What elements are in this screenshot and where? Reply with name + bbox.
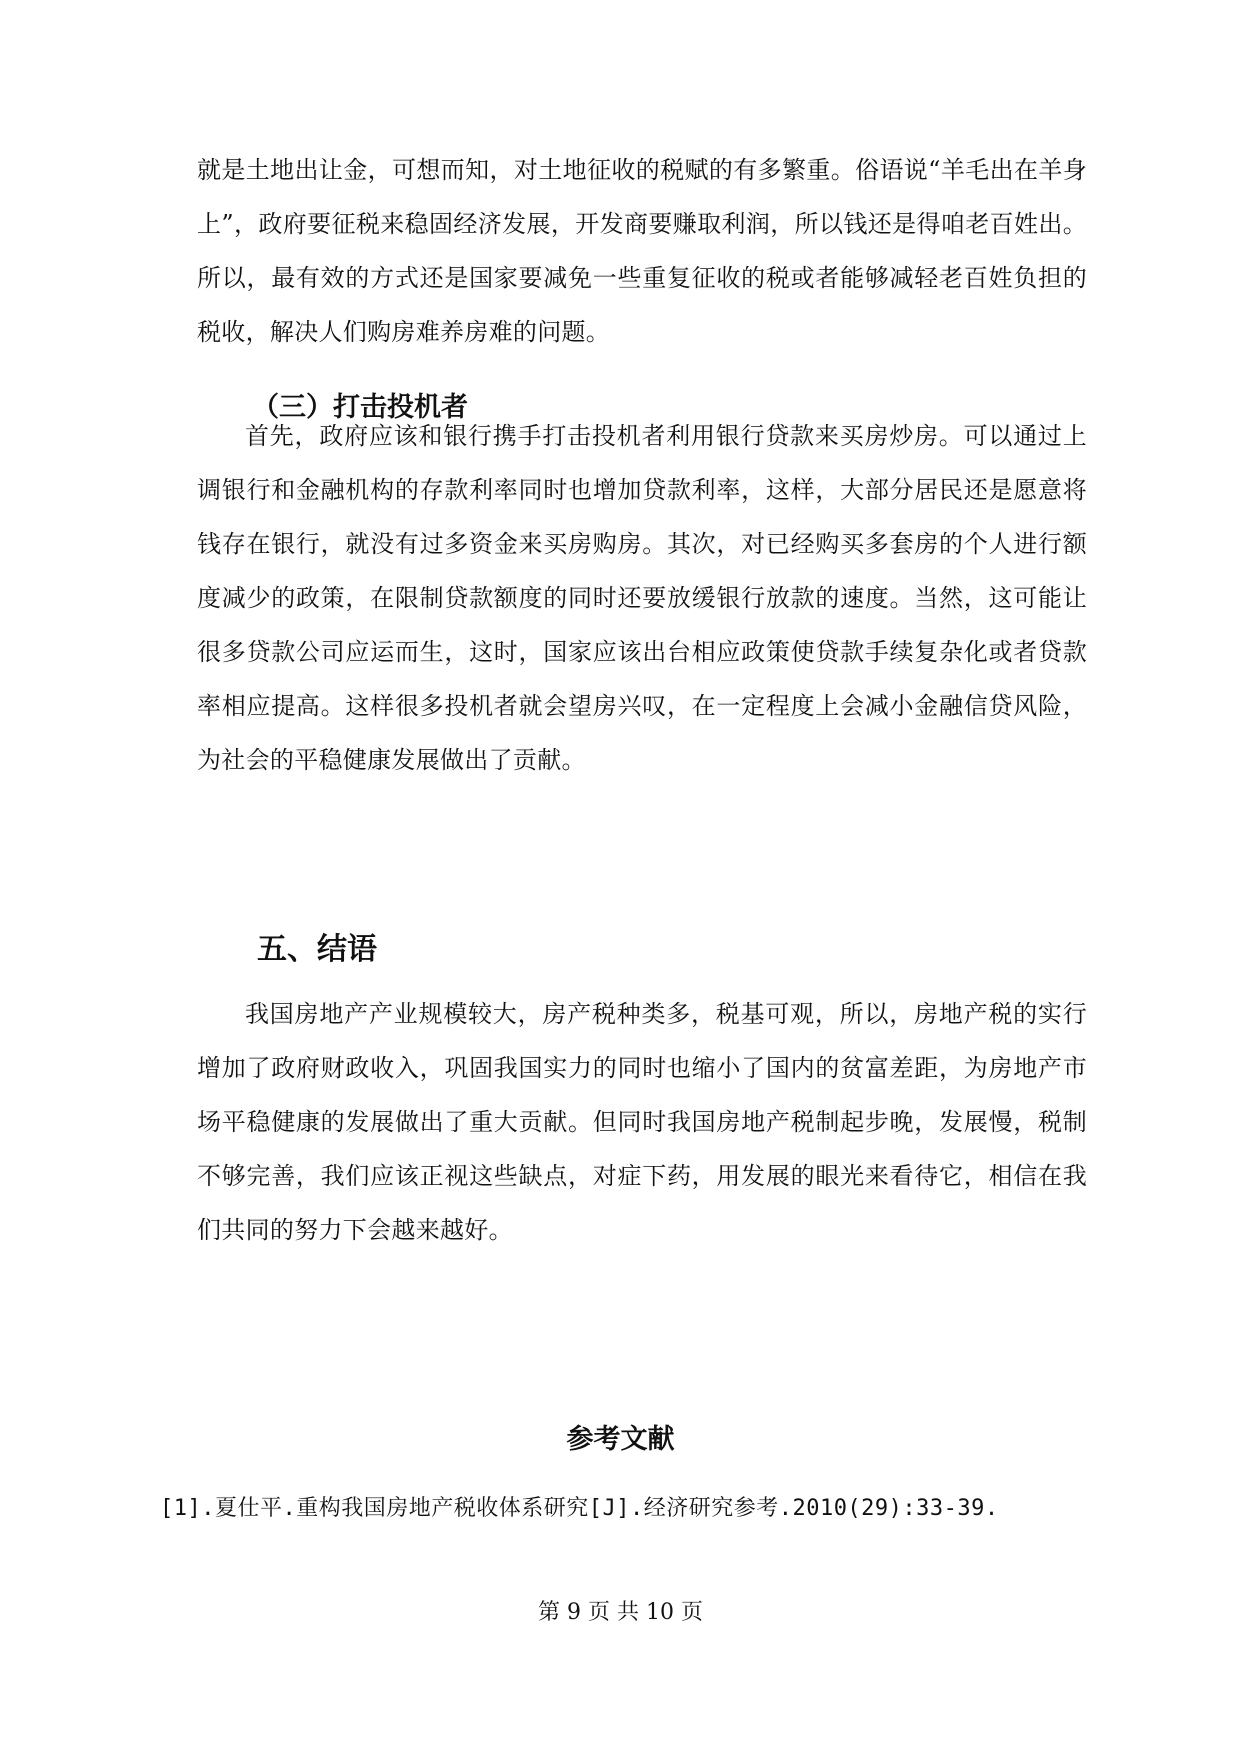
paragraph-speculators: 首先，政府应该和银行携手打击投机者利用银行贷款来买房炒房。可以通过上调银行和金融机构的存款利率同时也增加贷款利率，这样，大部分居民还是愿意将钱存在银行，就没有过多资金来买房购房。其次，对已经购买多套房的个人进行额度减少的政策，在限制贷款额度的同时还要放缓银行放款的速度。当然，这可能让很多贷款公司应运而生，这时，国家应该出台相应政策使贷款手续复杂化或者贷款率相应提高。这样很多投机者就会望房兴叹，在一定程度上会减小金融信贷风险，为社会的平稳健康发展做出了贡献。 bbox=[197, 422, 1087, 774]
page-number-footer: 第 9 页 共 10 页 bbox=[538, 1600, 703, 1625]
paragraph-conclusion: 我国房地产产业规模较大，房产税种类多，税基可观，所以，房地产税的实行增加了政府财政收入，巩固我国实力的同时也缩小了国内的贫富差距，为房地产市场平稳健康的发展做出了重大贡献。但同时我国房地产税制起步晚，发展慢，税制不够完善，我们应该正视这些缺点，对症下药，用发展的眼光来看待它，相信在我们共同的努力下会越来越好。 bbox=[197, 1000, 1087, 1244]
references-heading: 参考文献 bbox=[566, 1424, 675, 1455]
section-heading: 五、结语 bbox=[257, 932, 377, 967]
reference-item: [1].夏仕平.重构我国房地产税收体系研究[J].经济研究参考.2010(29):33-39. bbox=[160, 1496, 999, 1521]
subsection-heading: （三）打击投机者 bbox=[252, 392, 468, 423]
paragraph-land-tax: 就是土地出让金，可想而知，对土地征收的税赋的有多繁重。俗语说“羊毛出在羊身上”，政府要征税来稳固经济发展，开发商要赚取利润，所以钱还是得咱老百姓出。所以，最有效的方式还是国家要减免一些重复征收的税或者能够减轻老百姓负担的税收，解决人们购房难养房难的问题。 bbox=[197, 156, 1087, 346]
